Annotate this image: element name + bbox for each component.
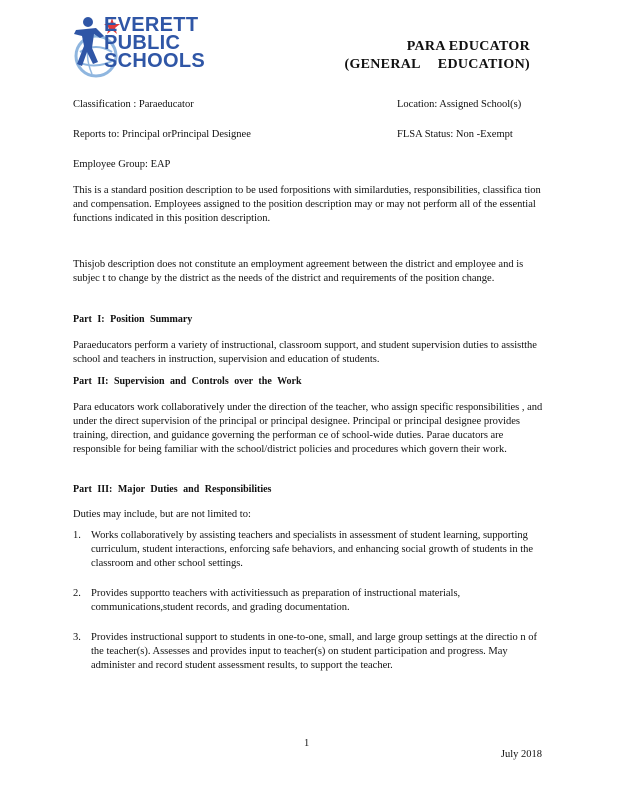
list-item-text: Works collaboratively by assisting teachers and specialists in assessment of student learning, supporting curriculum, student interactions, enforcing safe behaviors, and enhancing social growth of students in the classroom and other school settings.	[91, 530, 534, 569]
classification-text: Classification : Paraeducator	[73, 99, 194, 110]
list-item	[73, 631, 545, 673]
logo-line: SCHOOLS	[104, 50, 205, 72]
part-1-heading: Part I: Position Summary	[73, 314, 193, 325]
part-2-text: Para educators work collaboratively under the direction of the teacher, who assign specific responsibilities , and under the direct supervision of the principal or principal designee. Principal or principal designee provides training, direction, and guidance governing the performan ce of school-wide duties. Parae ducators are responsible for being familiar with the school/district policies and procedures which govern their work.	[73, 402, 543, 455]
list-item-text: Provides supportto teachers with activitiessuch as preparation of instructional materials, communications,student records, and grading documentation.	[91, 588, 461, 613]
logo-wordmark	[104, 16, 205, 70]
list-item	[73, 587, 545, 615]
list-item-number: 3.	[73, 632, 81, 643]
part-3-heading: Part III: Major Duties and Responsibilities	[73, 484, 272, 495]
info-row-classification	[73, 98, 545, 112]
list-item	[73, 529, 545, 571]
title-line-1: PARA EDUCATOR	[406, 39, 530, 54]
figure-head	[83, 17, 93, 27]
flsa-status-text: FLSA Status: Non -Exempt	[397, 129, 513, 140]
footer-date: July 2018	[500, 749, 542, 760]
duties-list	[73, 529, 545, 689]
page-number: 1	[304, 738, 310, 749]
list-item-number: 1.	[73, 530, 81, 541]
info-row-reports	[73, 128, 545, 142]
intro-paragraph-2: Thisjob description does not constitute an employment agreement between the district and employee and is subjec t to change by the district as the needs of the district and requirements of the position change.	[73, 259, 524, 284]
employee-group-text: Employee Group: EAP	[73, 159, 171, 170]
reports-to-text: Reports to: Principal orPrincipal Designee	[73, 129, 251, 140]
intro-paragraph-1: This is a standard position description to be used forpositions with similarduties, responsibilities, classifica tion and compensation. Employees assigned to the position description may or may not perform all of the essential functions indicated in this position description.	[73, 185, 541, 224]
location-text: Location: Assigned School(s)	[397, 99, 522, 110]
logo-line: EVERETT	[104, 14, 199, 36]
part-2-heading: Part II: Supervision and Controls over the Work	[73, 376, 302, 387]
part-3-intro: Duties may include, but are not limited to:	[73, 509, 251, 520]
list-item-text: Provides instructional support to students in one-to-one, small, and large group settings at the directio n of the teacher(s). Assesses and provides input to teacher(s) on student participation and progress. May administer and record student assessment results, to support the teacher.	[91, 632, 537, 671]
part-1-text: Paraeducators perform a variety of instructional, classroom support, and student supervision duties to assistthe school and teachers in instruction, supervision and education of students.	[73, 340, 537, 365]
document-title	[344, 38, 530, 74]
list-item-number: 2.	[73, 588, 81, 599]
logo-line: PUBLIC	[104, 32, 181, 54]
title-line-2: (GENERAL EDUCATION)	[344, 57, 530, 72]
